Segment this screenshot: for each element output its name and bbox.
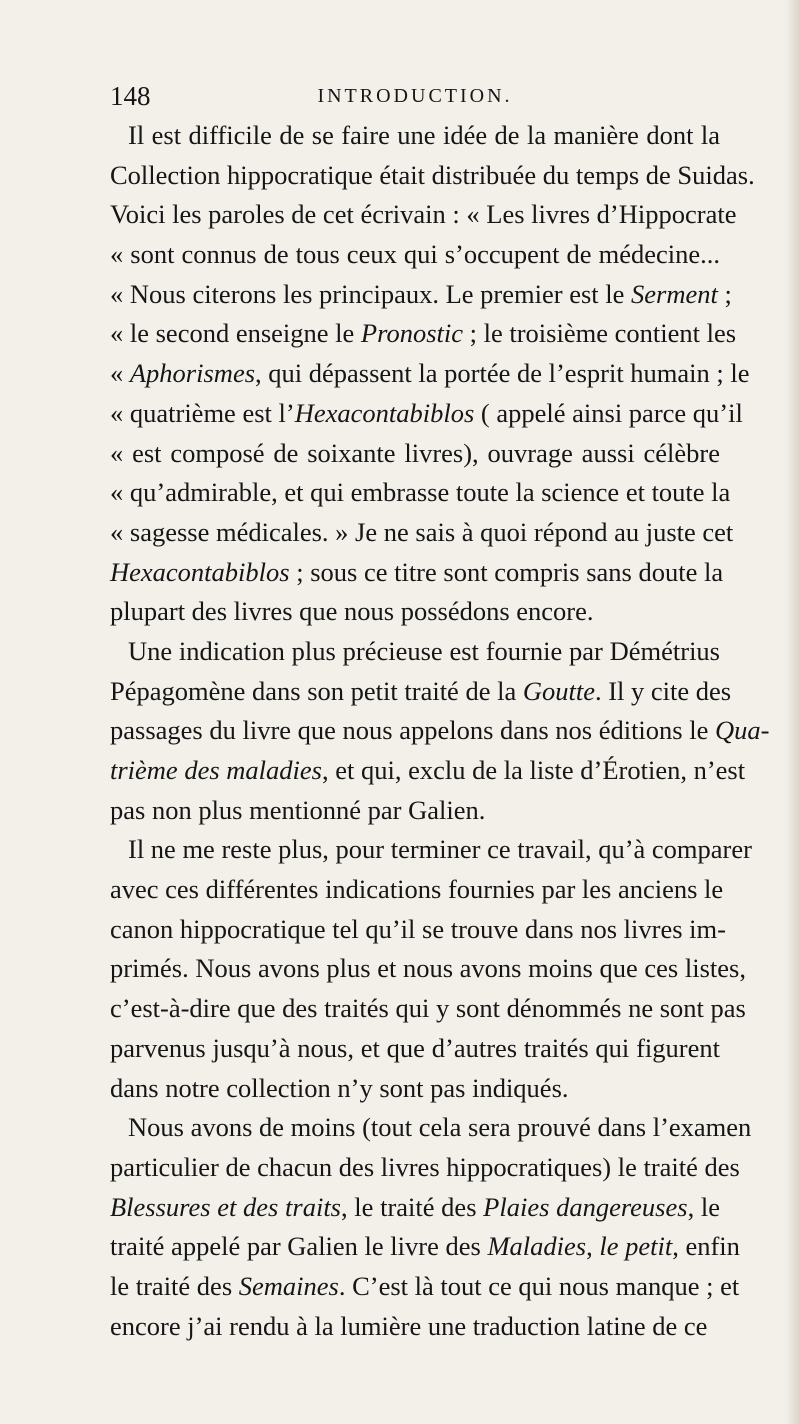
text-line bbox=[110, 195, 737, 235]
text-line bbox=[110, 672, 732, 712]
running-title: INTRODUCTION. bbox=[317, 85, 513, 107]
text-line bbox=[110, 1148, 740, 1188]
text-segment: encore j’ai rendu à la lumière une traduction latine de ce bbox=[110, 1310, 708, 1341]
text-line bbox=[110, 314, 737, 354]
text-segment: Il est difficile de se faire une idée de la manière dont la bbox=[128, 120, 720, 150]
italic-title: Hexacontabiblos bbox=[110, 556, 290, 587]
text-segment: , le traité des bbox=[341, 1191, 484, 1222]
text-segment: , qui dépassent la portée de l’esprit humain ; le bbox=[255, 358, 750, 389]
text-line bbox=[110, 235, 720, 275]
italic-title: Qua- bbox=[714, 715, 770, 746]
text-segment: passages du livre que nous appelons dans nos éditions le bbox=[110, 715, 715, 746]
text-line bbox=[110, 275, 732, 315]
text-segment: , le bbox=[687, 1191, 720, 1222]
text-line bbox=[110, 1029, 720, 1069]
italic-title: Pronostic bbox=[360, 318, 463, 349]
text-segment: « le second enseigne le bbox=[110, 318, 361, 349]
italic-title: Goutte bbox=[522, 675, 595, 706]
italic-title: Serment bbox=[631, 278, 718, 309]
text-segment: ; sous ce titre sont compris sans doute la bbox=[289, 556, 724, 587]
text-segment: Une indication plus précieuse est fournie par Démétrius bbox=[128, 635, 720, 666]
italic-title: Maladies bbox=[487, 1231, 587, 1262]
text-line bbox=[110, 156, 755, 196]
text-line bbox=[110, 870, 724, 910]
text-line bbox=[110, 116, 720, 156]
text-segment: « quatrième est l’ bbox=[110, 397, 295, 428]
page-number: 148 bbox=[110, 81, 151, 111]
page-edge-shadow bbox=[786, 0, 800, 1424]
text-line bbox=[110, 830, 752, 870]
text-segment: « sont connus de tous ceux qui s’occupent de médecine... bbox=[110, 239, 720, 270]
text-line bbox=[110, 1069, 720, 1109]
text-segment: c’est-à-dire que des traités qui y sont dénommés ne sont pas bbox=[110, 993, 746, 1024]
italic-title: Aphorismes bbox=[129, 358, 256, 389]
text-segment: particulier de chacun des livres hippocratiques) le traité des bbox=[110, 1151, 740, 1182]
text-segment: dans notre collection n’y sont pas indiqués. bbox=[110, 1072, 569, 1103]
italic-title: Semaines bbox=[238, 1270, 339, 1301]
text-line bbox=[110, 1267, 740, 1307]
text-segment: parvenus jusqu’à nous, et que d’autres traités qui figurent bbox=[110, 1032, 720, 1063]
text-segment: Il ne me reste plus, pour terminer ce travail, qu’à comparer bbox=[128, 834, 752, 865]
text-segment: , et qui, exclu de la liste d’Érotien, n’est bbox=[321, 755, 746, 785]
text-segment: « sagesse médicales. » Je ne sais à quoi répond au juste cet bbox=[110, 516, 734, 547]
text-line bbox=[110, 791, 720, 831]
text-line bbox=[110, 711, 770, 751]
text-line bbox=[110, 434, 720, 474]
page-header bbox=[110, 78, 720, 114]
text-line bbox=[110, 751, 746, 791]
text-line bbox=[110, 1227, 740, 1267]
text-line bbox=[110, 553, 724, 593]
text-segment: ; bbox=[717, 278, 732, 309]
text-segment: avec ces différentes indications fournies par les anciens le bbox=[110, 874, 724, 905]
italic-title: Plaies dangereuses bbox=[483, 1191, 688, 1222]
text-line bbox=[110, 394, 743, 434]
text-line bbox=[110, 1188, 720, 1228]
text-line bbox=[110, 1108, 752, 1148]
text-segment: Pépagomène dans son petit traité de la bbox=[110, 675, 523, 706]
text-segment: « qu’admirable, et qui embrasse toute la science et toute la bbox=[110, 477, 731, 508]
italic-title: trième des maladies bbox=[110, 755, 322, 785]
text-segment: , enfin bbox=[672, 1231, 740, 1262]
italic-title: le petit bbox=[599, 1231, 673, 1262]
italic-title: Blessures et des traits bbox=[110, 1191, 341, 1222]
italic-title: Hexacontabiblos bbox=[294, 397, 475, 428]
text-segment: canon hippocratique tel qu’il se trouve dans nos livres im- bbox=[110, 913, 726, 944]
text-segment: Nous avons de moins (tout cela sera prouvé dans l’examen bbox=[128, 1112, 752, 1143]
text-segment: le traité des bbox=[110, 1270, 239, 1301]
text-segment: . C’est là tout ce qui nous manque ; et bbox=[338, 1270, 740, 1301]
text-segment: Voici les paroles de cet écrivain : « Les livres d’Hippocrate bbox=[110, 199, 737, 230]
body-text bbox=[110, 116, 770, 1346]
text-segment: , bbox=[586, 1231, 600, 1262]
text-line bbox=[110, 354, 750, 394]
text-segment: « bbox=[110, 358, 130, 389]
text-line bbox=[110, 632, 720, 672]
text-segment: primés. Nous avons plus et nous avons moins que ces listes, bbox=[110, 953, 746, 984]
text-segment: « est composé de soixante livres), ouvrage aussi célèbre bbox=[110, 437, 720, 468]
text-line bbox=[110, 473, 731, 513]
text-segment: traité appelé par Galien le livre des bbox=[110, 1231, 488, 1262]
text-line bbox=[110, 592, 720, 632]
text-segment: . Il y cite des bbox=[594, 675, 732, 706]
text-line bbox=[110, 989, 746, 1029]
text-segment: ( appelé ainsi parce qu’il bbox=[474, 397, 743, 428]
text-line bbox=[110, 1307, 720, 1347]
text-segment: « Nous citerons les principaux. Le premier est le bbox=[110, 278, 632, 309]
text-line bbox=[110, 949, 746, 989]
text-segment: Collection hippocratique était distribuée du temps de Suidas. bbox=[110, 159, 755, 190]
text-segment: pas non plus mentionné par Galien. bbox=[110, 794, 486, 825]
text-segment: ; le troisième contient les bbox=[463, 318, 737, 349]
text-line bbox=[110, 513, 734, 553]
text-segment: plupart des livres que nous possédons encore. bbox=[110, 596, 594, 627]
text-line bbox=[110, 910, 726, 950]
